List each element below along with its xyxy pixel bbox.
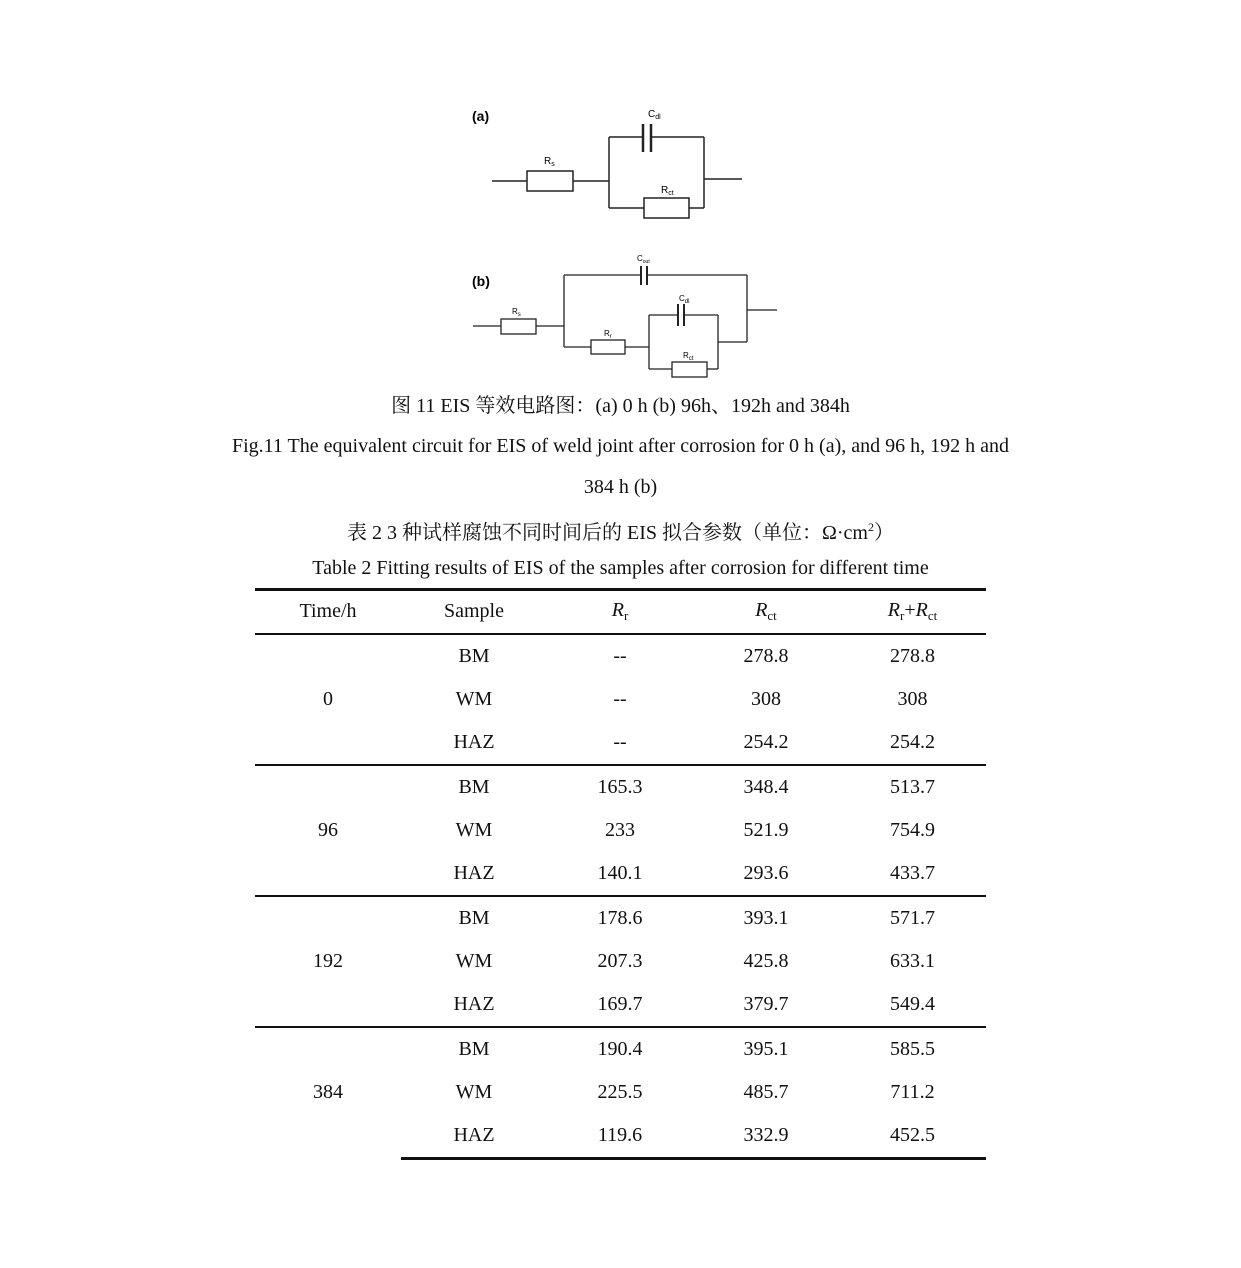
rct-cell: 254.2 [743, 730, 789, 753]
svg-text:Cout: $C_{out}$ [637, 254, 650, 265]
svg-text:Rct: $R_{ct}$ [683, 351, 694, 362]
resistor-rs-b [501, 319, 536, 334]
sample-cell: HAZ [453, 992, 495, 1015]
rr-cell: -- [613, 644, 627, 667]
header-sample: Sample [401, 590, 547, 634]
sample-cell: BM [401, 765, 547, 809]
rr-label-b: R [604, 329, 610, 338]
resistor-rct-a [644, 198, 689, 218]
time-cell: 192 [255, 896, 401, 1027]
cout-label-b: C [637, 254, 643, 263]
sample-cell: WM [455, 687, 493, 710]
circuit-a-drawing [465, 100, 755, 225]
sum-cell: 633.1 [890, 949, 935, 972]
sample-cell: WM [455, 949, 493, 972]
header-time: Time/h [255, 590, 401, 634]
sample-cell: BM [458, 644, 490, 667]
sum-cell: 585.5 [839, 1027, 986, 1071]
rr-cell: 119.6 [547, 1114, 693, 1159]
resistor-rct-b [672, 362, 707, 377]
rr-cell: 233 [605, 818, 635, 841]
cdl-label-a: C [648, 109, 656, 120]
sample-cell: HAZ [453, 861, 495, 884]
rct-cell: 379.7 [743, 992, 789, 1015]
rr-cell: 178.6 [547, 896, 693, 940]
sample-cell: BM [401, 896, 547, 940]
rct-cell: 425.8 [743, 949, 789, 972]
svg-text:Cdl: $C_{dl}$ [648, 109, 661, 121]
table-row [255, 1027, 986, 1071]
resistor-rr-b [591, 340, 625, 354]
table-row [255, 896, 986, 940]
rs-label-a: R [544, 156, 552, 167]
table-row [255, 765, 986, 809]
rct-label-a: R [661, 185, 669, 196]
rct-cell: 308 [751, 687, 781, 710]
svg-text:Rr: $R_r$ [604, 329, 612, 340]
sum-cell: 513.7 [839, 765, 986, 809]
table-group-96h [255, 765, 986, 896]
header-rr-plus-rct: $R_r+R_{ct}$ [839, 590, 986, 634]
sum-cell: 549.4 [890, 992, 935, 1015]
sum-cell: 278.8 [890, 644, 935, 667]
rct-cell: 332.9 [693, 1114, 839, 1159]
figure-caption-en-line1: Fig.11 The equivalent circuit for EIS of weld joint after corrosion for 0 h (a), and 96 h, 192 h and [231, 435, 1010, 457]
circuit-diagram-b [465, 248, 785, 388]
resistor-rs-a [527, 171, 573, 191]
rct-cell: 393.1 [693, 896, 839, 940]
table-header-row [255, 590, 986, 634]
svg-text:Rs: $R_s$ [512, 307, 521, 318]
svg-text:Rct: $R_{ct}$ [661, 185, 674, 197]
rct-cell: 293.6 [743, 861, 789, 884]
sum-cell: 433.7 [890, 861, 935, 884]
rr-cell: 225.5 [597, 1080, 643, 1103]
sum-cell: 452.5 [839, 1114, 986, 1159]
circuit-diagram-a [465, 100, 755, 230]
table-group-384h [255, 1027, 986, 1159]
sum-cell: 754.9 [890, 818, 935, 841]
header-rct: $R_{ct}$ [693, 590, 839, 634]
table-caption-en: Table 2 Fitting results of EIS of the samples after corrosion for different time [312, 557, 929, 579]
rct-cell: 395.1 [693, 1027, 839, 1071]
sample-cell: WM [455, 1080, 493, 1103]
rr-cell: 140.1 [597, 861, 643, 884]
rct-cell: 521.9 [743, 818, 789, 841]
figure-caption-cn: 图 11 EIS 等效电路图：(a) 0 h (b) 96h、192h and 384h [391, 395, 850, 417]
rct-label-b: R [683, 351, 689, 360]
rr-cell: 190.4 [547, 1027, 693, 1071]
time-cell: 96 [255, 765, 401, 896]
rr-cell: 207.3 [597, 949, 643, 972]
sum-cell: 254.2 [890, 730, 935, 753]
time-cell: 0 [323, 687, 333, 710]
eis-fitting-table [255, 588, 986, 1160]
table-group-0h [255, 634, 986, 765]
sum-cell: 571.7 [839, 896, 986, 940]
table-caption-cn: 表 2 3 种试样腐蚀不同时间后的 EIS 拟合参数（单位：$\Omega\cdot cm^2$） [347, 520, 894, 544]
rct-cell: 348.4 [693, 765, 839, 809]
rr-cell: 165.3 [547, 765, 693, 809]
panel-label-a: (a) [472, 108, 490, 124]
svg-text:Cdl: $C_{dl}$ [679, 294, 690, 305]
circuit-b-drawing [465, 248, 785, 383]
rct-cell: 278.8 [743, 644, 789, 667]
sample-cell: WM [455, 818, 493, 841]
panel-label-b: (b) [472, 273, 490, 289]
table-group-192h [255, 896, 986, 1027]
cdl-label-b: C [679, 294, 685, 303]
sample-cell: HAZ [401, 1114, 547, 1159]
svg-text:Rs: $R_s$ [544, 156, 555, 168]
rs-label-b: R [512, 307, 518, 316]
table-row [255, 634, 986, 678]
figure-caption-en-line2: 384 h (b) [583, 476, 658, 498]
rr-cell: 169.7 [597, 992, 643, 1015]
sample-cell: BM [401, 1027, 547, 1071]
rr-cell: -- [613, 687, 627, 710]
sum-cell: 308 [897, 687, 928, 710]
sum-cell: 711.2 [890, 1080, 935, 1103]
rr-cell: -- [613, 730, 627, 753]
header-rr: $R_r$ [547, 590, 693, 634]
rct-cell: 485.7 [743, 1080, 789, 1103]
time-cell: 384 [255, 1027, 401, 1159]
sample-cell: HAZ [453, 730, 495, 753]
